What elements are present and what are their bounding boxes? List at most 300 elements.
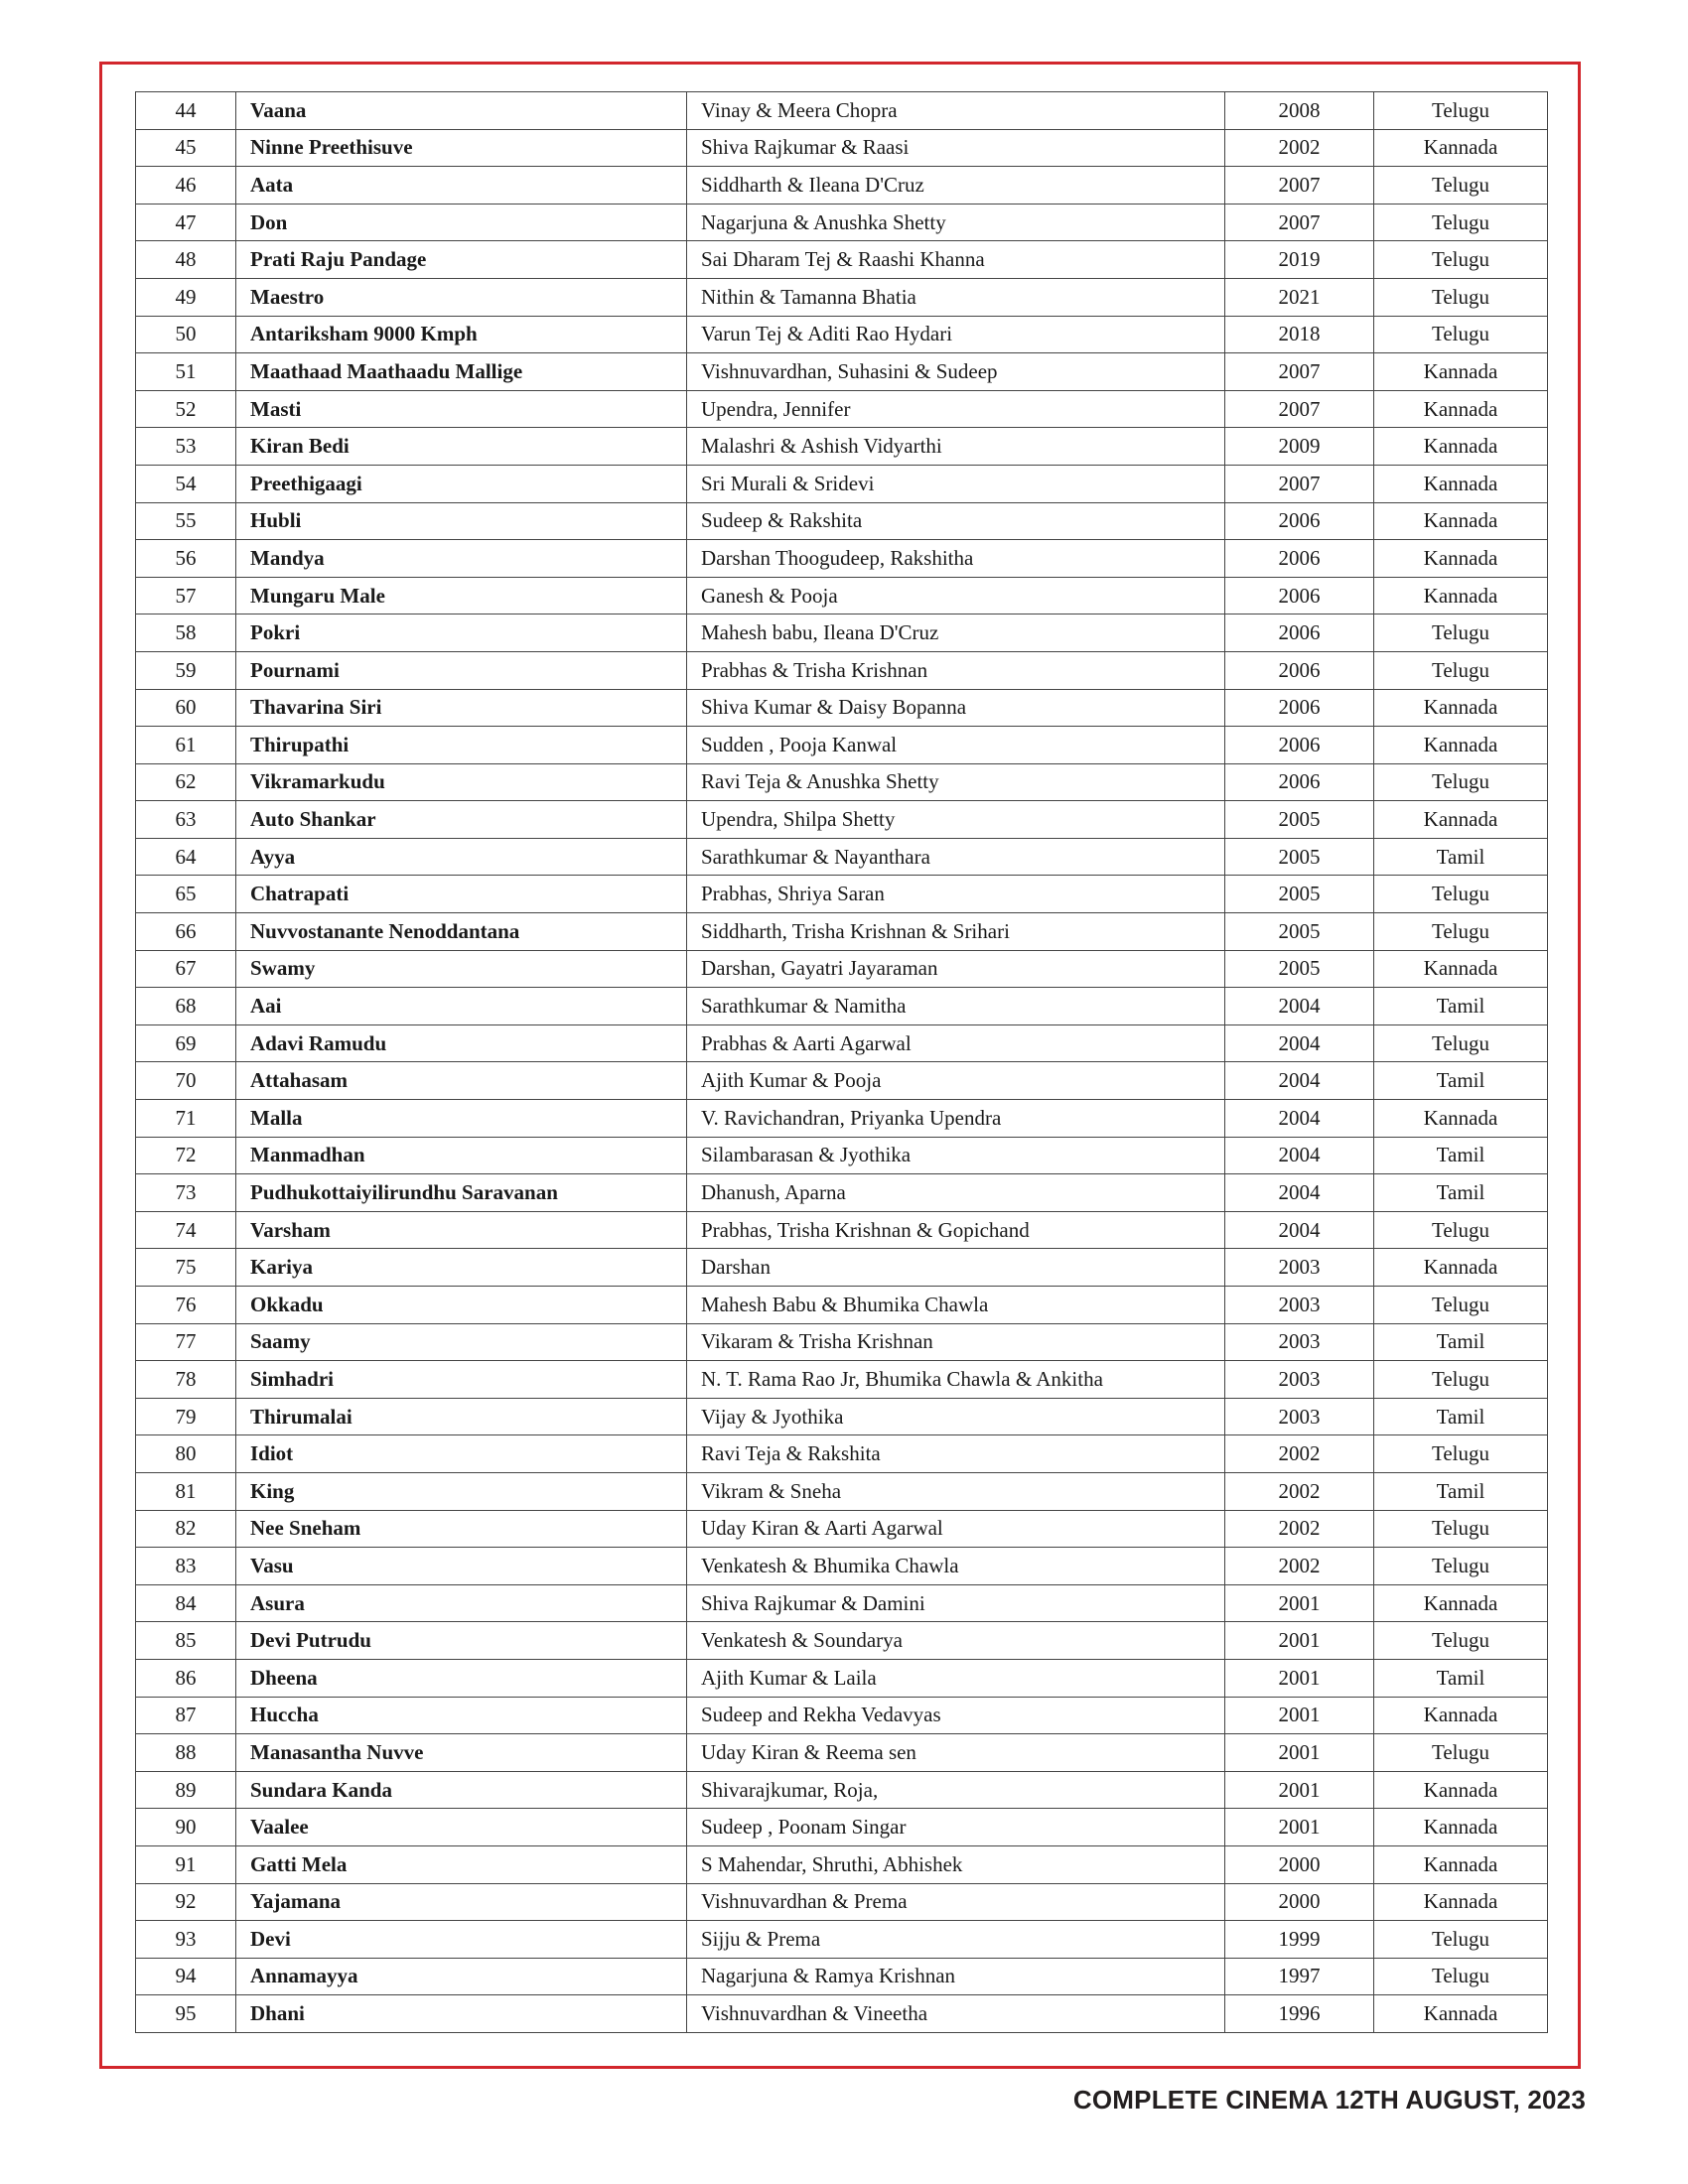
film-title-cell: Ninne Preethisuve: [236, 129, 687, 167]
film-cast-cell: Sarathkumar & Nayanthara: [687, 838, 1225, 876]
film-title-cell: Yajamana: [236, 1883, 687, 1921]
film-cast-cell: Vijay & Jyothika: [687, 1398, 1225, 1435]
film-year-cell: 2000: [1225, 1883, 1374, 1921]
film-number-cell: 45: [136, 129, 236, 167]
film-title-cell: Mungaru Male: [236, 577, 687, 614]
film-title-cell: Vasu: [236, 1548, 687, 1585]
film-language-cell: Telugu: [1374, 1510, 1548, 1548]
film-language-cell: Tamil: [1374, 1472, 1548, 1510]
film-year-cell: 2007: [1225, 465, 1374, 502]
film-title-cell: Varsham: [236, 1211, 687, 1249]
film-title-cell: Devi Putrudu: [236, 1622, 687, 1660]
film-number-cell: 84: [136, 1584, 236, 1622]
film-cast-cell: Mahesh Babu & Bhumika Chawla: [687, 1287, 1225, 1324]
film-number-cell: 56: [136, 540, 236, 578]
table-row: [136, 1958, 1548, 1995]
film-year-cell: 2006: [1225, 614, 1374, 652]
film-title-cell: Annamayya: [236, 1958, 687, 1995]
film-language-cell: Telugu: [1374, 1958, 1548, 1995]
film-number-cell: 53: [136, 428, 236, 466]
film-cast-cell: Prabhas, Shriya Saran: [687, 876, 1225, 913]
film-title-cell: Aai: [236, 988, 687, 1025]
table-row: [136, 92, 1548, 130]
film-cast-cell: Vinay & Meera Chopra: [687, 92, 1225, 130]
film-year-cell: 2003: [1225, 1323, 1374, 1361]
film-title-cell: Okkadu: [236, 1287, 687, 1324]
table-row: [136, 1287, 1548, 1324]
film-cast-cell: Nagarjuna & Anushka Shetty: [687, 204, 1225, 241]
film-language-cell: Kannada: [1374, 727, 1548, 764]
film-number-cell: 86: [136, 1659, 236, 1697]
table-row: [136, 1361, 1548, 1399]
table-row: [136, 1174, 1548, 1212]
film-cast-cell: Upendra, Jennifer: [687, 390, 1225, 428]
film-cast-cell: Vishnuvardhan & Vineetha: [687, 1995, 1225, 2033]
film-language-cell: Telugu: [1374, 651, 1548, 689]
film-year-cell: 2009: [1225, 428, 1374, 466]
film-title-cell: Adavi Ramudu: [236, 1024, 687, 1062]
film-cast-cell: Uday Kiran & Aarti Agarwal: [687, 1510, 1225, 1548]
film-language-cell: Telugu: [1374, 1622, 1548, 1660]
film-year-cell: 2005: [1225, 876, 1374, 913]
film-language-cell: Telugu: [1374, 1921, 1548, 1959]
film-cast-cell: Darshan, Gayatri Jayaraman: [687, 950, 1225, 988]
film-language-cell: Telugu: [1374, 241, 1548, 279]
film-cast-cell: Venkatesh & Soundarya: [687, 1622, 1225, 1660]
film-cast-cell: Ganesh & Pooja: [687, 577, 1225, 614]
table-row: [136, 876, 1548, 913]
footer-caption: COMPLETE CINEMA 12TH AUGUST, 2023: [1072, 2085, 1586, 2115]
film-cast-cell: Prabhas & Aarti Agarwal: [687, 1024, 1225, 1062]
film-language-cell: Kannada: [1374, 1249, 1548, 1287]
film-number-cell: 47: [136, 204, 236, 241]
film-language-cell: Telugu: [1374, 1435, 1548, 1473]
film-number-cell: 70: [136, 1062, 236, 1100]
film-number-cell: 89: [136, 1771, 236, 1809]
film-language-cell: Telugu: [1374, 278, 1548, 316]
film-cast-cell: Venkatesh & Bhumika Chawla: [687, 1548, 1225, 1585]
table-row: [136, 950, 1548, 988]
film-language-cell: Tamil: [1374, 1174, 1548, 1212]
film-cast-cell: Nithin & Tamanna Bhatia: [687, 278, 1225, 316]
table-row: [136, 1697, 1548, 1734]
film-year-cell: 2007: [1225, 167, 1374, 205]
film-language-cell: Kannada: [1374, 540, 1548, 578]
film-year-cell: 2001: [1225, 1697, 1374, 1734]
film-year-cell: 2003: [1225, 1398, 1374, 1435]
film-language-cell: Kannada: [1374, 689, 1548, 727]
film-number-cell: 50: [136, 316, 236, 353]
film-number-cell: 77: [136, 1323, 236, 1361]
film-cast-cell: Sijju & Prema: [687, 1921, 1225, 1959]
film-cast-cell: Vishnuvardhan & Prema: [687, 1883, 1225, 1921]
table-row: [136, 577, 1548, 614]
film-number-cell: 72: [136, 1137, 236, 1174]
table-row: [136, 1771, 1548, 1809]
table-row: [136, 763, 1548, 801]
film-title-cell: Antariksham 9000 Kmph: [236, 316, 687, 353]
film-title-cell: Swamy: [236, 950, 687, 988]
film-cast-cell: Uday Kiran & Reema sen: [687, 1734, 1225, 1772]
film-title-cell: King: [236, 1472, 687, 1510]
film-year-cell: 2002: [1225, 129, 1374, 167]
film-language-cell: Telugu: [1374, 316, 1548, 353]
film-year-cell: 2006: [1225, 763, 1374, 801]
film-language-cell: Telugu: [1374, 876, 1548, 913]
film-year-cell: 2001: [1225, 1771, 1374, 1809]
film-number-cell: 61: [136, 727, 236, 764]
film-cast-cell: Sai Dharam Tej & Raashi Khanna: [687, 241, 1225, 279]
film-title-cell: Simhadri: [236, 1361, 687, 1399]
film-number-cell: 51: [136, 353, 236, 391]
film-language-cell: Kannada: [1374, 465, 1548, 502]
film-title-cell: Hubli: [236, 502, 687, 540]
film-title-cell: Mandya: [236, 540, 687, 578]
film-language-cell: Kannada: [1374, 1697, 1548, 1734]
film-title-cell: Maathaad Maathaadu Mallige: [236, 353, 687, 391]
film-number-cell: 94: [136, 1958, 236, 1995]
film-title-cell: Pournami: [236, 651, 687, 689]
table-row: [136, 316, 1548, 353]
film-year-cell: 2001: [1225, 1584, 1374, 1622]
film-number-cell: 76: [136, 1287, 236, 1324]
film-number-cell: 68: [136, 988, 236, 1025]
table-row: [136, 1995, 1548, 2033]
film-number-cell: 88: [136, 1734, 236, 1772]
film-cast-cell: Shiva Kumar & Daisy Bopanna: [687, 689, 1225, 727]
film-title-cell: Vaalee: [236, 1809, 687, 1846]
film-cast-cell: Sudeep , Poonam Singar: [687, 1809, 1225, 1846]
film-year-cell: 2018: [1225, 316, 1374, 353]
table-row: [136, 1622, 1548, 1660]
table-row: [136, 1323, 1548, 1361]
film-year-cell: 2004: [1225, 1174, 1374, 1212]
film-cast-cell: Upendra, Shilpa Shetty: [687, 801, 1225, 839]
film-title-cell: Nuvvostanante Nenoddantana: [236, 913, 687, 951]
film-language-cell: Kannada: [1374, 1883, 1548, 1921]
film-cast-cell: Dhanush, Aparna: [687, 1174, 1225, 1212]
table-row: [136, 540, 1548, 578]
film-number-cell: 49: [136, 278, 236, 316]
film-title-cell: Aata: [236, 167, 687, 205]
table-row: [136, 1100, 1548, 1138]
film-cast-cell: Vikram & Sneha: [687, 1472, 1225, 1510]
film-cast-cell: Vikaram & Trisha Krishnan: [687, 1323, 1225, 1361]
film-number-cell: 65: [136, 876, 236, 913]
film-title-cell: Kiran Bedi: [236, 428, 687, 466]
film-cast-cell: N. T. Rama Rao Jr, Bhumika Chawla & Ankitha: [687, 1361, 1225, 1399]
film-title-cell: Chatrapati: [236, 876, 687, 913]
film-year-cell: 2004: [1225, 1137, 1374, 1174]
film-language-cell: Kannada: [1374, 1100, 1548, 1138]
table-row: [136, 278, 1548, 316]
film-language-cell: Telugu: [1374, 204, 1548, 241]
film-language-cell: Kannada: [1374, 1771, 1548, 1809]
table-row: [136, 1584, 1548, 1622]
film-year-cell: 1997: [1225, 1958, 1374, 1995]
film-language-cell: Tamil: [1374, 1659, 1548, 1697]
table-row: [136, 241, 1548, 279]
table-row: [136, 1435, 1548, 1473]
film-year-cell: 2003: [1225, 1249, 1374, 1287]
table-row: [136, 1883, 1548, 1921]
table-row: [136, 727, 1548, 764]
film-number-cell: 46: [136, 167, 236, 205]
table-row: [136, 614, 1548, 652]
film-cast-cell: Shivarajkumar, Roja,: [687, 1771, 1225, 1809]
film-title-cell: Manasantha Nuvve: [236, 1734, 687, 1772]
film-number-cell: 52: [136, 390, 236, 428]
film-year-cell: 2005: [1225, 950, 1374, 988]
film-cast-cell: Vishnuvardhan, Suhasini & Sudeep: [687, 353, 1225, 391]
film-language-cell: Telugu: [1374, 1361, 1548, 1399]
film-year-cell: 2005: [1225, 913, 1374, 951]
film-year-cell: 2006: [1225, 651, 1374, 689]
film-year-cell: 2006: [1225, 577, 1374, 614]
film-language-cell: Telugu: [1374, 167, 1548, 205]
film-title-cell: Sundara Kanda: [236, 1771, 687, 1809]
film-cast-cell: Ajith Kumar & Pooja: [687, 1062, 1225, 1100]
film-title-cell: Idiot: [236, 1435, 687, 1473]
table-row: [136, 465, 1548, 502]
table-row: [136, 502, 1548, 540]
table-row: [136, 1211, 1548, 1249]
film-number-cell: 80: [136, 1435, 236, 1473]
film-title-cell: Nee Sneham: [236, 1510, 687, 1548]
film-title-cell: Dhani: [236, 1995, 687, 2033]
film-language-cell: Kannada: [1374, 1809, 1548, 1846]
film-title-cell: Don: [236, 204, 687, 241]
film-year-cell: 2019: [1225, 241, 1374, 279]
film-number-cell: 58: [136, 614, 236, 652]
film-language-cell: Kannada: [1374, 129, 1548, 167]
film-language-cell: Kannada: [1374, 390, 1548, 428]
film-number-cell: 69: [136, 1024, 236, 1062]
film-year-cell: 2001: [1225, 1659, 1374, 1697]
table-row: [136, 1510, 1548, 1548]
film-number-cell: 91: [136, 1845, 236, 1883]
film-title-cell: Prati Raju Pandage: [236, 241, 687, 279]
film-year-cell: 2007: [1225, 204, 1374, 241]
table-row: [136, 167, 1548, 205]
film-year-cell: 2001: [1225, 1809, 1374, 1846]
film-language-cell: Kannada: [1374, 950, 1548, 988]
film-title-cell: Thirupathi: [236, 727, 687, 764]
film-year-cell: 2006: [1225, 727, 1374, 764]
film-cast-cell: S Mahendar, Shruthi, Abhishek: [687, 1845, 1225, 1883]
film-language-cell: Tamil: [1374, 1062, 1548, 1100]
film-number-cell: 79: [136, 1398, 236, 1435]
film-number-cell: 66: [136, 913, 236, 951]
film-cast-cell: Shiva Rajkumar & Raasi: [687, 129, 1225, 167]
film-number-cell: 85: [136, 1622, 236, 1660]
film-number-cell: 67: [136, 950, 236, 988]
film-language-cell: Kannada: [1374, 353, 1548, 391]
film-number-cell: 81: [136, 1472, 236, 1510]
table-row: [136, 988, 1548, 1025]
film-language-cell: Telugu: [1374, 1287, 1548, 1324]
film-title-cell: Masti: [236, 390, 687, 428]
film-year-cell: 2005: [1225, 838, 1374, 876]
film-year-cell: 2003: [1225, 1361, 1374, 1399]
film-number-cell: 75: [136, 1249, 236, 1287]
film-cast-cell: Prabhas, Trisha Krishnan & Gopichand: [687, 1211, 1225, 1249]
table-row: [136, 1472, 1548, 1510]
film-title-cell: Pudhukottaiyilirundhu Saravanan: [236, 1174, 687, 1212]
table-row: [136, 390, 1548, 428]
film-number-cell: 92: [136, 1883, 236, 1921]
film-language-cell: Tamil: [1374, 1137, 1548, 1174]
film-year-cell: 2004: [1225, 1211, 1374, 1249]
film-year-cell: 2001: [1225, 1622, 1374, 1660]
film-year-cell: 2002: [1225, 1548, 1374, 1585]
table-row: [136, 801, 1548, 839]
film-cast-cell: Malashri & Ashish Vidyarthi: [687, 428, 1225, 466]
film-language-cell: Kannada: [1374, 1845, 1548, 1883]
film-title-cell: Preethigaagi: [236, 465, 687, 502]
film-language-cell: Kannada: [1374, 502, 1548, 540]
film-language-cell: Telugu: [1374, 1548, 1548, 1585]
film-cast-cell: V. Ravichandran, Priyanka Upendra: [687, 1100, 1225, 1138]
film-year-cell: 2007: [1225, 353, 1374, 391]
film-year-cell: 2004: [1225, 1024, 1374, 1062]
film-cast-cell: Sri Murali & Sridevi: [687, 465, 1225, 502]
film-language-cell: Kannada: [1374, 1584, 1548, 1622]
film-title-cell: Gatti Mela: [236, 1845, 687, 1883]
film-language-cell: Telugu: [1374, 1024, 1548, 1062]
table-row: [136, 1548, 1548, 1585]
film-number-cell: 78: [136, 1361, 236, 1399]
film-cast-cell: Sudden , Pooja Kanwal: [687, 727, 1225, 764]
film-number-cell: 60: [136, 689, 236, 727]
film-year-cell: 2021: [1225, 278, 1374, 316]
film-list-body: [136, 92, 1548, 2033]
table-row: [136, 838, 1548, 876]
film-number-cell: 74: [136, 1211, 236, 1249]
film-title-cell: Attahasam: [236, 1062, 687, 1100]
table-row: [136, 1809, 1548, 1846]
film-title-cell: Maestro: [236, 278, 687, 316]
film-number-cell: 62: [136, 763, 236, 801]
film-cast-cell: Varun Tej & Aditi Rao Hydari: [687, 316, 1225, 353]
film-number-cell: 95: [136, 1995, 236, 2033]
film-number-cell: 57: [136, 577, 236, 614]
film-year-cell: 2002: [1225, 1472, 1374, 1510]
film-number-cell: 90: [136, 1809, 236, 1846]
film-title-cell: Saamy: [236, 1323, 687, 1361]
film-language-cell: Telugu: [1374, 913, 1548, 951]
table-row: [136, 913, 1548, 951]
film-cast-cell: Siddharth, Trisha Krishnan & Srihari: [687, 913, 1225, 951]
film-cast-cell: Ajith Kumar & Laila: [687, 1659, 1225, 1697]
film-title-cell: Auto Shankar: [236, 801, 687, 839]
film-number-cell: 83: [136, 1548, 236, 1585]
film-title-cell: Thirumalai: [236, 1398, 687, 1435]
table-row: [136, 1659, 1548, 1697]
film-cast-cell: Siddharth & Ileana D'Cruz: [687, 167, 1225, 205]
film-cast-cell: Nagarjuna & Ramya Krishnan: [687, 1958, 1225, 1995]
film-title-cell: Huccha: [236, 1697, 687, 1734]
table-row: [136, 1137, 1548, 1174]
table-row: [136, 129, 1548, 167]
table-row: [136, 651, 1548, 689]
film-year-cell: 2005: [1225, 801, 1374, 839]
film-year-cell: 2008: [1225, 92, 1374, 130]
film-year-cell: 2003: [1225, 1287, 1374, 1324]
film-language-cell: Kannada: [1374, 577, 1548, 614]
film-number-cell: 54: [136, 465, 236, 502]
film-year-cell: 1996: [1225, 1995, 1374, 2033]
film-title-cell: Asura: [236, 1584, 687, 1622]
film-number-cell: 73: [136, 1174, 236, 1212]
table-row: [136, 1734, 1548, 1772]
film-number-cell: 55: [136, 502, 236, 540]
film-cast-cell: Mahesh babu, Ileana D'Cruz: [687, 614, 1225, 652]
film-title-cell: Devi: [236, 1921, 687, 1959]
film-cast-cell: Ravi Teja & Anushka Shetty: [687, 763, 1225, 801]
film-cast-cell: Ravi Teja & Rakshita: [687, 1435, 1225, 1473]
film-language-cell: Tamil: [1374, 1323, 1548, 1361]
film-language-cell: Telugu: [1374, 92, 1548, 130]
film-number-cell: 71: [136, 1100, 236, 1138]
table-row: [136, 204, 1548, 241]
film-number-cell: 48: [136, 241, 236, 279]
film-title-cell: Vaana: [236, 92, 687, 130]
film-language-cell: Kannada: [1374, 1995, 1548, 2033]
film-number-cell: 87: [136, 1697, 236, 1734]
table-row: [136, 1398, 1548, 1435]
film-language-cell: Telugu: [1374, 763, 1548, 801]
film-title-cell: Vikramarkudu: [236, 763, 687, 801]
film-language-cell: Telugu: [1374, 614, 1548, 652]
film-title-cell: Dheena: [236, 1659, 687, 1697]
film-language-cell: Telugu: [1374, 1211, 1548, 1249]
film-language-cell: Kannada: [1374, 428, 1548, 466]
film-cast-cell: Sudeep and Rekha Vedavyas: [687, 1697, 1225, 1734]
film-number-cell: 44: [136, 92, 236, 130]
film-year-cell: 2007: [1225, 390, 1374, 428]
table-row: [136, 1249, 1548, 1287]
film-language-cell: Kannada: [1374, 801, 1548, 839]
film-title-cell: Malla: [236, 1100, 687, 1138]
table-row: [136, 1845, 1548, 1883]
film-language-cell: Tamil: [1374, 988, 1548, 1025]
film-year-cell: 2004: [1225, 1100, 1374, 1138]
film-number-cell: 59: [136, 651, 236, 689]
film-title-cell: Thavarina Siri: [236, 689, 687, 727]
film-year-cell: 2006: [1225, 502, 1374, 540]
table-row: [136, 353, 1548, 391]
film-year-cell: 1999: [1225, 1921, 1374, 1959]
film-cast-cell: Darshan: [687, 1249, 1225, 1287]
film-cast-cell: Darshan Thoogudeep, Rakshitha: [687, 540, 1225, 578]
film-year-cell: 2000: [1225, 1845, 1374, 1883]
film-title-cell: Manmadhan: [236, 1137, 687, 1174]
film-cast-cell: Sarathkumar & Namitha: [687, 988, 1225, 1025]
film-number-cell: 93: [136, 1921, 236, 1959]
film-number-cell: 64: [136, 838, 236, 876]
film-year-cell: 2004: [1225, 1062, 1374, 1100]
table-row: [136, 428, 1548, 466]
film-language-cell: Telugu: [1374, 1734, 1548, 1772]
film-title-cell: Ayya: [236, 838, 687, 876]
film-year-cell: 2001: [1225, 1734, 1374, 1772]
film-list-table: [135, 91, 1548, 2033]
film-cast-cell: Prabhas & Trisha Krishnan: [687, 651, 1225, 689]
film-cast-cell: Silambarasan & Jyothika: [687, 1137, 1225, 1174]
table-row: [136, 689, 1548, 727]
film-number-cell: 63: [136, 801, 236, 839]
